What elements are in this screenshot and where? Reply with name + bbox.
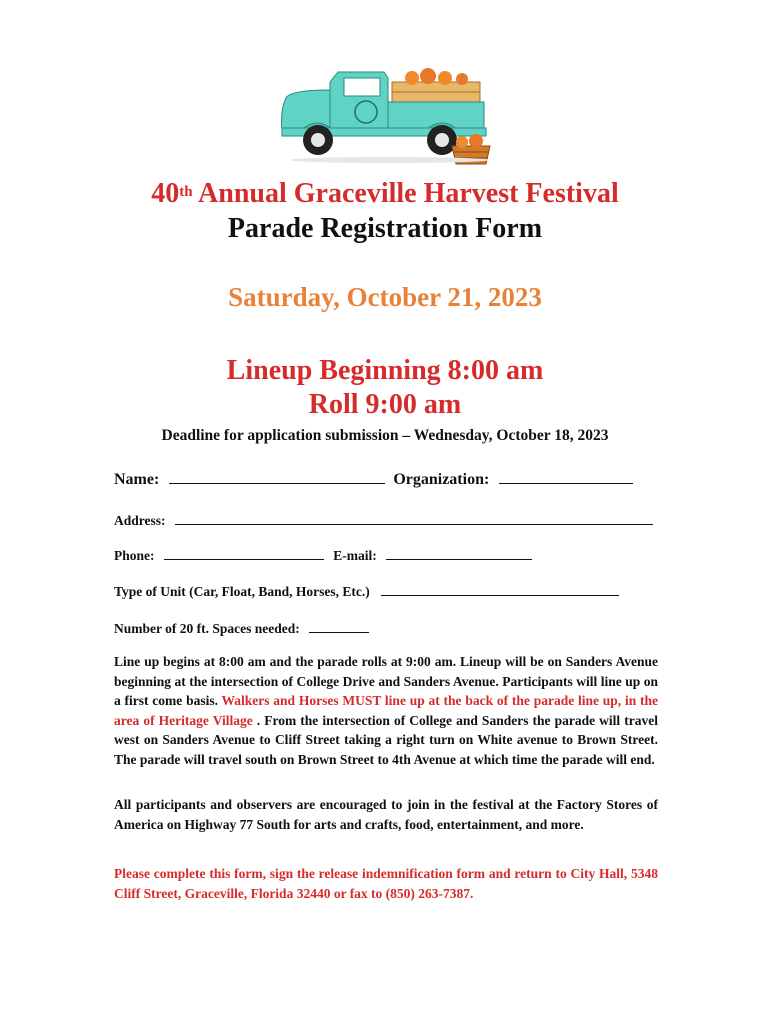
lineup-times — [0, 354, 770, 422]
organization-field[interactable] — [499, 469, 633, 484]
walkers-horses-notice: Walkers and Horses MUST line up at the back of the parade line up, in the area of Heritage Village — [114, 693, 658, 728]
festival-title-rest: Annual Graceville Harvest Festival — [192, 178, 619, 209]
organization-label: Organization: — [393, 471, 490, 488]
phone-label: Phone: — [114, 548, 155, 563]
name-label: Name: — [114, 471, 160, 488]
route-text-2: . From the intersection of College and Sanders the parade will travel west on Sanders Avenue to Cliff Street taking a right turn on White avenue to Brown Street. The parade will travel south on Brown Street to 4th Avenue at which time the parade will end. — [114, 712, 658, 767]
event-date: Saturday, October 21, 2023 — [228, 282, 542, 312]
address-label: Address: — [114, 513, 166, 528]
email-field[interactable] — [386, 545, 532, 560]
page-title — [0, 176, 770, 246]
unit-type-row — [114, 581, 619, 600]
parade-route-paragraph — [114, 652, 658, 769]
ordinal-number: 40 — [151, 178, 180, 209]
unit-type-label: Type of Unit (Car, Float, Band, Horses, Etc.) — [114, 584, 370, 599]
unit-type-field[interactable] — [381, 581, 619, 596]
submission-instructions: Please complete this form, sign the release indemnification form and return to City Hall, 5348 Cliff Street, Graceville, Florida 32440 or fax to (850) 263-7387. — [114, 866, 658, 901]
form-title: Parade Registration Form — [227, 213, 543, 244]
festival-invite-paragraph: All participants and observers are encouraged to join in the festival at the Factory Stores of America on Highway 77 South for arts and crafts, food, entertainment, and more. — [114, 797, 658, 832]
name-field[interactable] — [169, 469, 385, 484]
spaces-label: Number of 20 ft. Spaces needed: — [114, 621, 300, 636]
spaces-field[interactable] — [309, 618, 369, 633]
spaces-row — [114, 618, 369, 637]
name-org-row — [114, 469, 633, 489]
ordinal-suffix: th — [179, 184, 193, 200]
truck-with-pumpkins-icon — [280, 60, 500, 175]
email-label: E-mail: — [333, 548, 377, 563]
address-row — [114, 510, 653, 529]
lineup-begin: Lineup Beginning 8:00 am — [226, 355, 544, 386]
deadline-text: Deadline for application submission – Wednesday, October 18, 2023 — [161, 427, 609, 444]
address-field[interactable] — [175, 510, 653, 525]
phone-field[interactable] — [164, 545, 324, 560]
route-text-1: Line up begins at 8:00 am and the parade rolls at 9:00 am. Lineup will be on Sanders Avenue beginning at the intersection of College Drive and Sanders Avenue. Participants will line up on a first come basis. — [114, 654, 658, 708]
roll-time: Roll 9:00 am — [308, 389, 462, 420]
festival-title — [0, 176, 770, 212]
phone-email-row — [114, 545, 532, 564]
